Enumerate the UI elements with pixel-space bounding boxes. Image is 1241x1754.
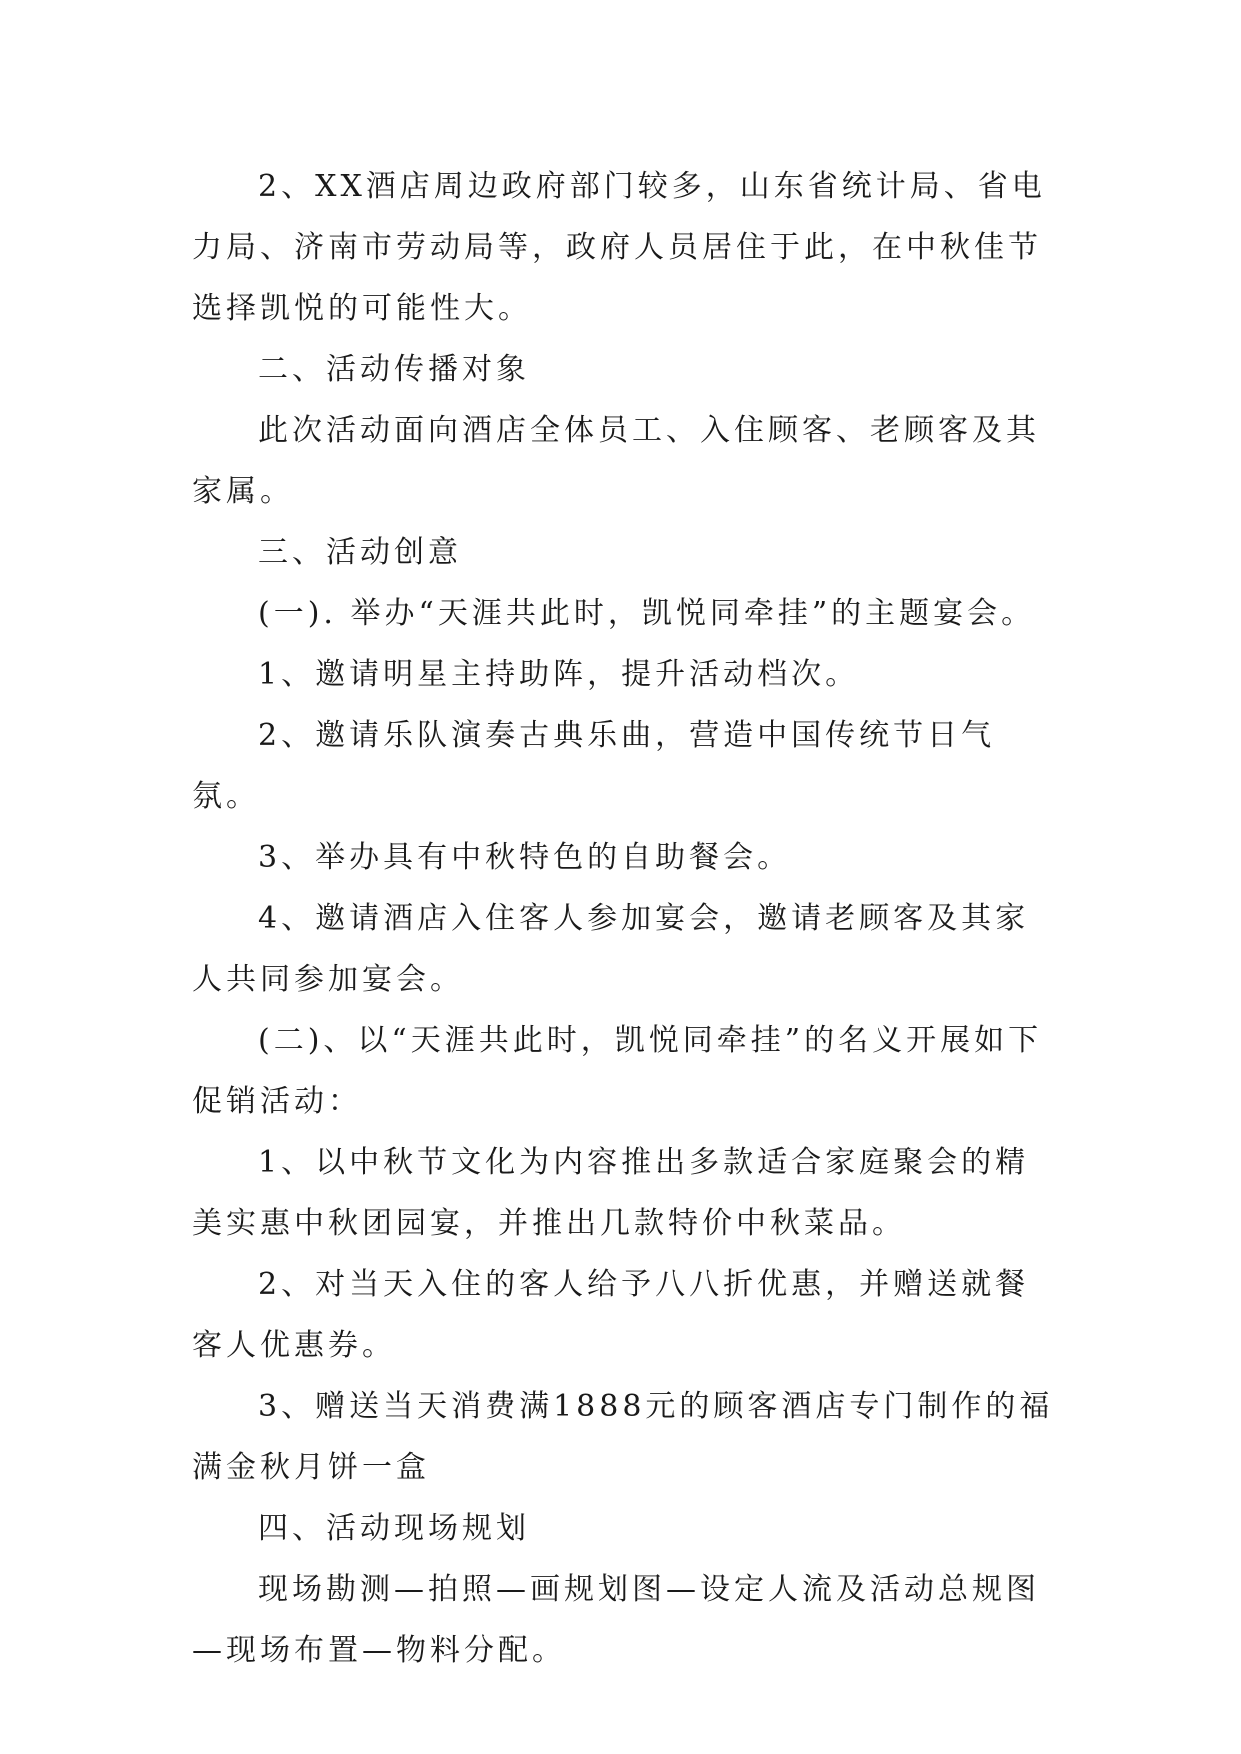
paragraph-site-planning: 现场勘测—拍照—画规划图—设定人流及活动总规图—现场布置—物料分配。 <box>192 1572 1040 1668</box>
heading-creative: 三、活动创意 <box>258 535 462 570</box>
subheading-banquet: (一). 举办“天涯共此时，凯悦同牵挂”的主题宴会。 <box>258 596 1036 631</box>
heading-audience: 二、活动传播对象 <box>258 352 530 387</box>
paragraph-audience: 此次活动面向酒店全体员工、入住顾客、老顾客及其家属。 <box>192 413 1040 509</box>
list-item-banquet-menu: 1、以中秋节文化为内容推出多款适合家庭聚会的精美实惠中秋团园宴，并推出几款特价中秋菜品。 <box>192 1145 1030 1241</box>
paragraph-hotel-location: 2、XX酒店周边政府部门较多，山东省统计局、省电力局、济南市劳动局等，政府人员居住于此，在中秋佳节选择凯悦的可能性大。 <box>192 169 1046 326</box>
list-item-discount: 2、对当天入住的客人给予八八折优惠，并赠送就餐客人优惠券。 <box>192 1267 1030 1363</box>
list-item-buffet: 3、举办具有中秋特色的自助餐会。 <box>258 840 792 875</box>
list-item-band: 2、邀请乐队演奏古典乐曲，营造中国传统节日气氛。 <box>192 718 996 814</box>
heading-site-planning: 四、活动现场规划 <box>258 1511 530 1546</box>
list-item-host: 1、邀请明星主持助阵，提升活动档次。 <box>258 657 860 692</box>
list-item-mooncake: 3、赠送当天消费满1888元的顾客酒店专门制作的福满金秋月饼一盒 <box>192 1389 1054 1485</box>
document-body <box>192 156 1062 1681</box>
list-item-invite: 4、邀请酒店入住客人参加宴会，邀请老顾客及其家人共同参加宴会。 <box>192 901 1030 997</box>
subheading-promotion: (二)、以“天涯共此时，凯悦同牵挂”的名义开展如下促销活动： <box>192 1023 1043 1119</box>
